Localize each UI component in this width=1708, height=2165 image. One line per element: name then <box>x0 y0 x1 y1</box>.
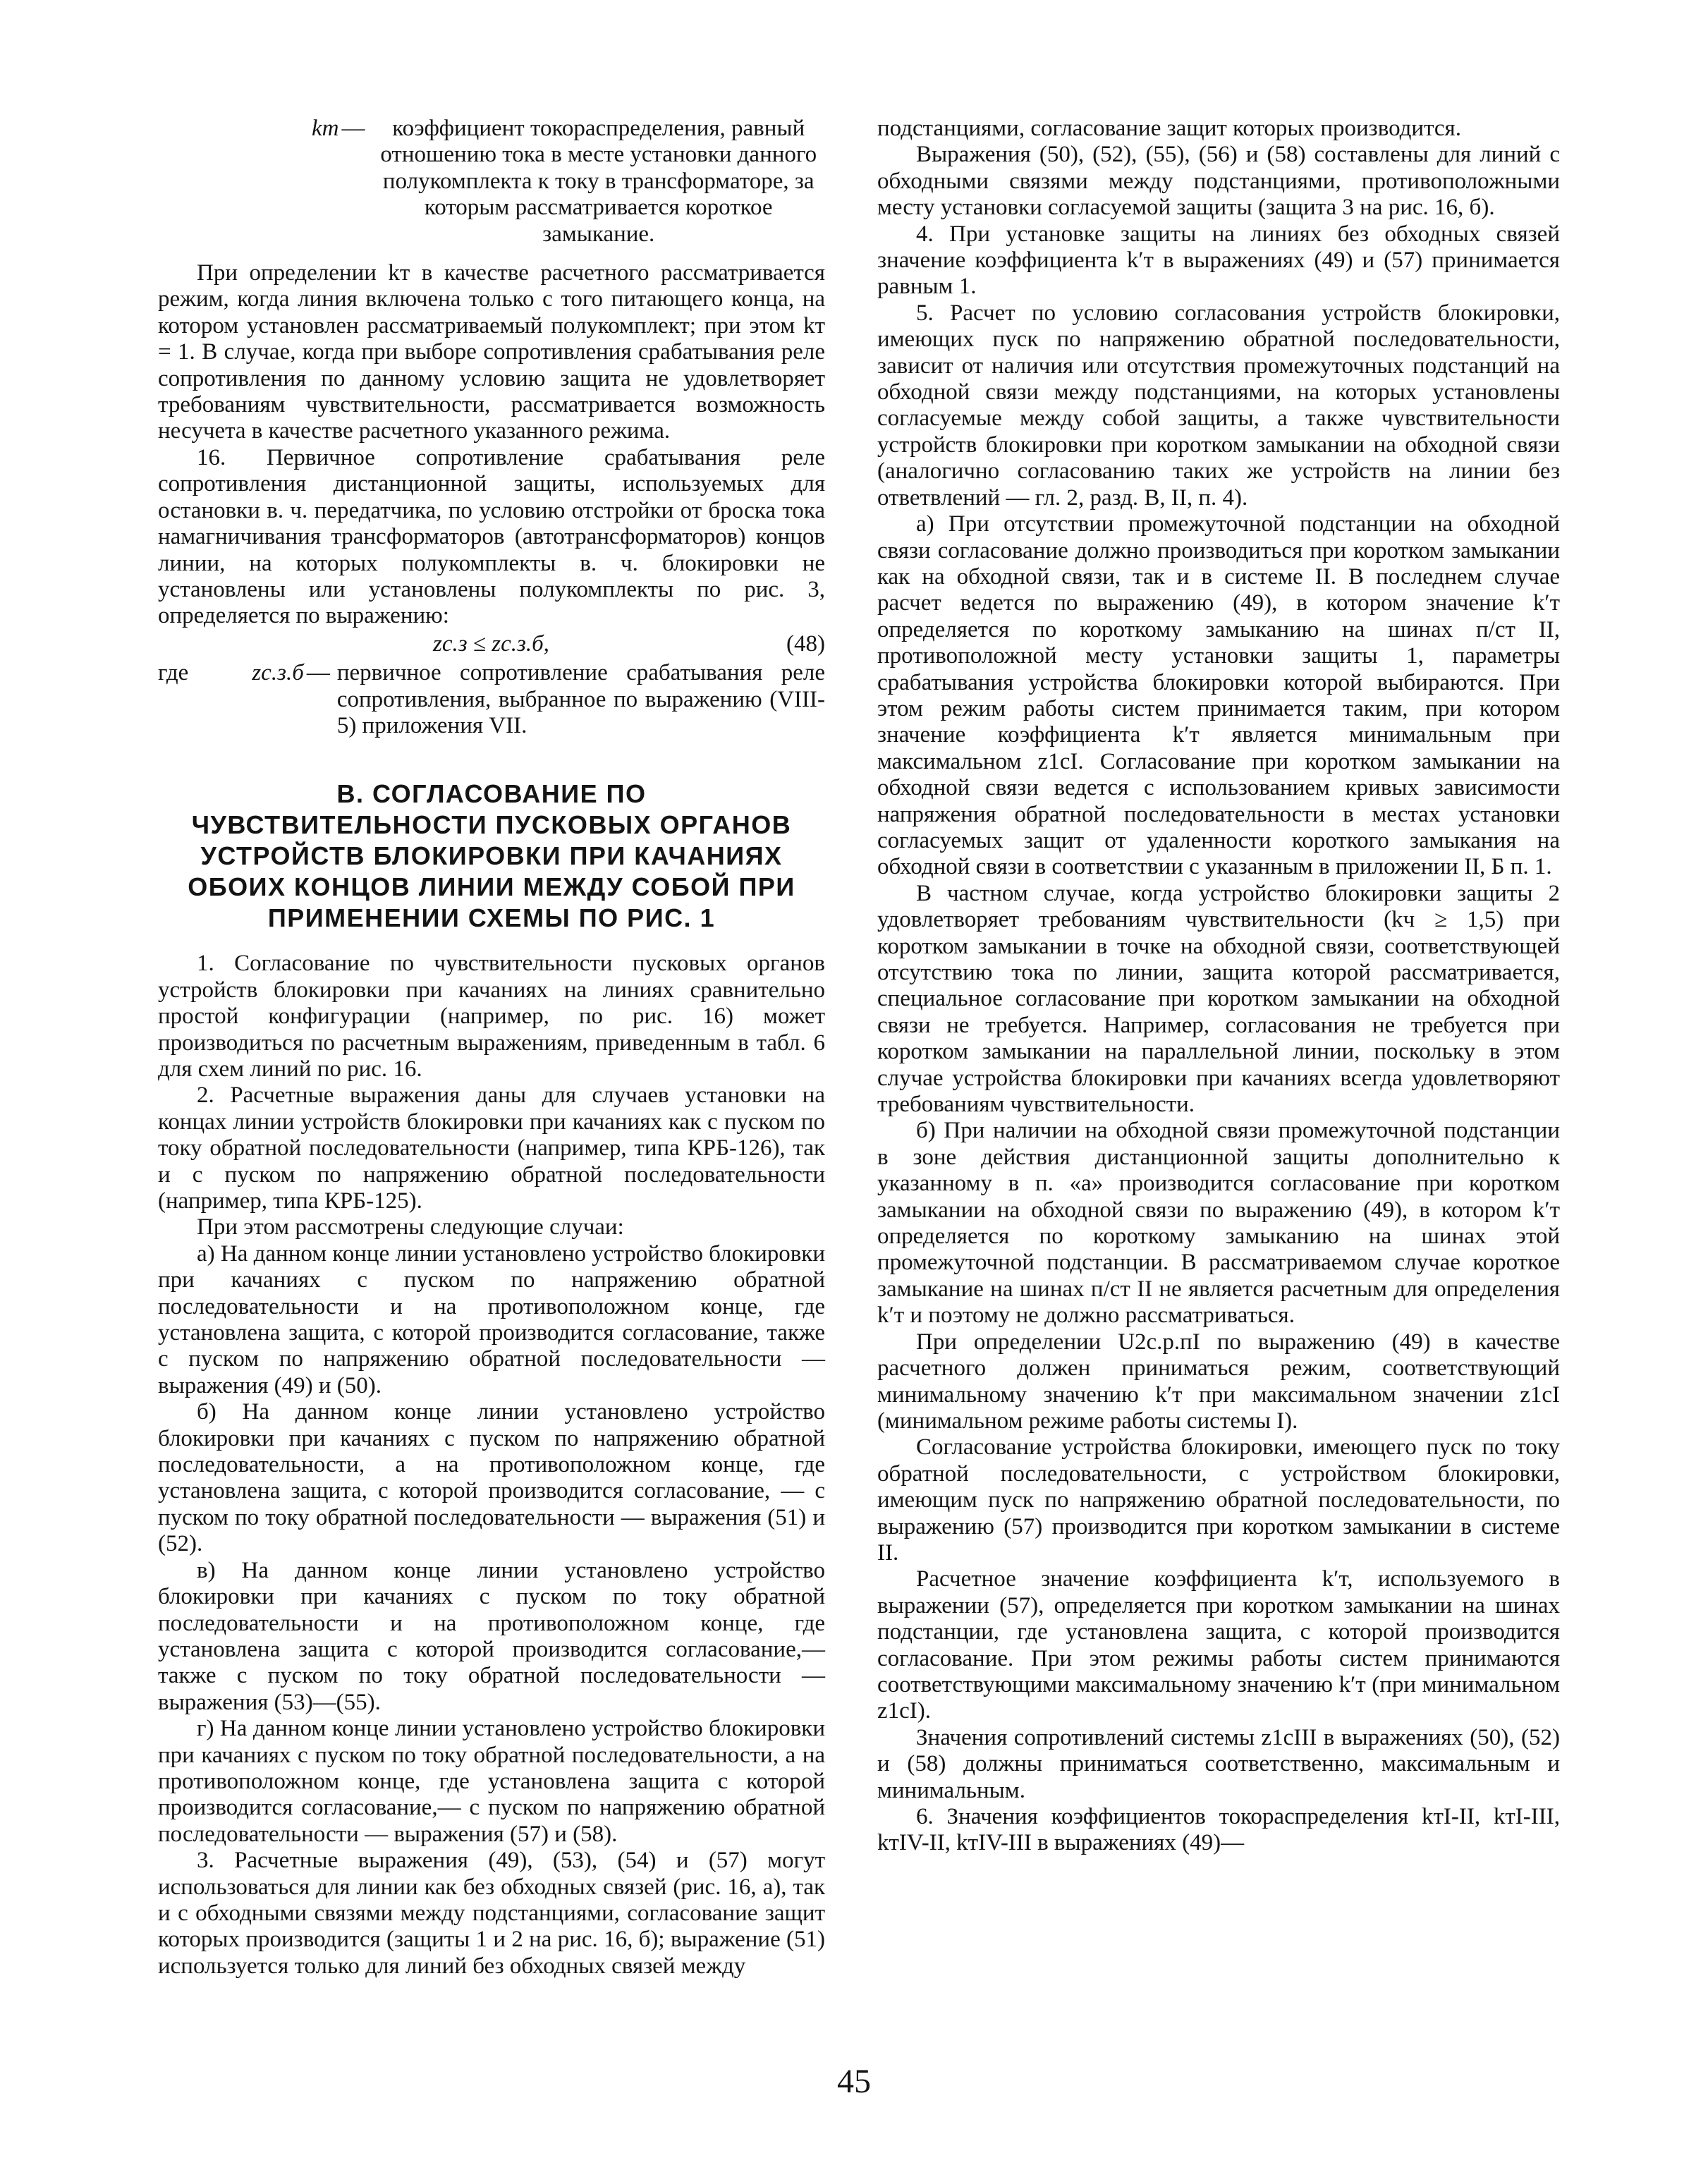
kt-dash: — <box>341 116 365 141</box>
equation-48-number: (48) <box>786 630 825 657</box>
paragraph-case-a: а) На данном конце линии установлено устройство блокировки при качаниях с пуском по напряжению обратной последовательности и на противоположном конце, где установлена защита, с которой производится согласование, также с пуском по напряжению обратной последовательности — выражения (49) и (50). <box>158 1240 825 1398</box>
paragraph-5: 5. Расчет по условию согласования устройств блокировки, имеющих пуск по напряжению обратной последовательности, зависит от наличия или отсутствия промежуточных подстанций на обходной связи между подстанциями, на которых установлены согласуемые между собой защиты, а также чувствительности устройств блокировки при коротком замыкании на обходной связи (аналогично согласованию таких же устройств на линии без ответвлений — гл. 2, разд. В, II, п. 4). <box>877 300 1560 511</box>
paragraph-kt-mode: При определении kт в качестве расчетного рассматривается режим, когда линия включена только с того питающего конца, на котором установлен рассматриваемый полукомплект; при этом kт = 1. В случае, когда при выборе сопротивления срабатывания реле сопротивления по данному условию защита не удовлетворяет требованиям чувствительности, рассматривается возможность несучета в качестве расчетного указанного режима. <box>158 260 825 444</box>
paragraph-case-g: г) На данном конце линии установлено устройство блокировки при качаниях с пуском по току обратной последовательности, а на противоположном конце, где установлена защита с которой производится согласование,— с пуском по напряжению обратной последовательности — выражения (57) и (58). <box>158 1716 825 1847</box>
right-column <box>877 116 1560 1857</box>
where-definition <box>158 660 825 739</box>
paragraph-5b: б) При наличии на обходной связи промежуточной подстанции в зоне действия дистанционной защиты дополнительно к указанному в п. «а» производится согласование при коротком замыкании на обходной связи по выражению (49), в котором k′т определяется по короткому замыканию на шинах этой промежуточной подстанции. В рассматриваемом случае короткое замыкание на шинах п/ст II не является расчетным для определения k′т и поэтому не должно рассматриваться. <box>877 1118 1560 1329</box>
paragraph-u2-definition: При определении U2с.р.пI по выражению (49) в качестве расчетного должен приниматься режим, соответствующий минимальному значению k′т при максимальном значении z1cI (минимальном режиме работы системы I). <box>877 1329 1560 1434</box>
left-column <box>158 116 825 1980</box>
section-heading: В. СОГЛАСОВАНИЕ ПО ЧУВСТВИТЕЛЬНОСТИ ПУСКОВЫХ ОРГАНОВ УСТРОЙСТВ БЛОКИРОВКИ ПРИ КАЧАНИЯХ ОБОИХ КОНЦОВ ЛИНИИ МЕЖДУ СОБОЙ ПРИ ПРИМЕНЕНИИ СХЕМЫ ПО РИС. 1 <box>188 779 795 933</box>
paragraph-1: 1. Согласование по чувствительности пусковых органов устройств блокировки при качаниях на линиях сравнительно простой конфигурации (например, по рис. 16) может производиться по расчетным выражениям, приведенным в табл. 6 для схем линий по рис. 16. <box>158 951 825 1082</box>
page-number: 45 <box>837 2063 871 2100</box>
where-symbol: zс.з.б <box>252 660 304 686</box>
equation-48-formula: zс.з ≤ zс.з.б, <box>433 630 549 657</box>
paragraph-16: 16. Первичное сопротивление срабатывания реле сопротивления дистанционной защиты, используемых для остановки в. ч. передатчика, по условию отстройки от броска тока намагничивания трансформаторов (автотрансформаторов) концов линии, на которых полукомплекты в. ч. блокировки не установлены или установлены полукомплекты по рис. 3, определяется по выражению: <box>158 444 825 629</box>
equation-48 <box>158 631 825 657</box>
paragraph-6: 6. Значения коэффициентов токораспределения kтI-II, kтI-III, kтIV-II, kтIV-III в выражениях (49)— <box>877 1804 1560 1856</box>
paragraph-special-case: В частном случае, когда устройство блокировки защиты 2 удовлетворяет требованиям чувствительности (kч ≥ 1,5) при коротком замыкании в точке на обходной связи, соответствующей отсутствию тока по линии, защита которой рассматривается, специальное согласование при коротком замыкании на обходной связи не требуется. Например, согласования не требуется при коротком замыкании на параллельной линии, поскольку в этом случае устройства блокировки при качаниях всегда удовлетворяют требованиям чувствительности. <box>877 880 1560 1118</box>
paragraph-continuation: подстанциями, согласование защит которых производится. <box>877 116 1461 141</box>
paragraph-4: 4. При установке защиты на линиях без обходных связей значение коэффициента k′т в выражениях (49) и (57) принимается равным 1. <box>877 221 1560 300</box>
paragraph-3: 3. Расчетные выражения (49), (53), (54) и (57) могут использоваться для линии как без обходных связей (рис. 16, а), так и с обходными связями между подстанциями, согласование защит которых производится (защиты 1 и 2 на рис. 16, б); выражение (51) используется только для линий без обходных связей между <box>158 1848 825 1979</box>
paragraph-5a: а) При отсутствии промежуточной подстанции на обходной связи согласование должно производиться при коротком замыкании как на обходной связи, так и в системе II. В последнем случае расчет ведется по выражению (49), в котором значение k′т определяется по короткому замыканию на шинах п/ст II, противоположной месту установки защиты 1, параметры срабатывания устройства блокировки которой выбираются. При этом режим работы систем принимается таким, при котором значение коэффициента k′т является минимальным при максимальном z1cI. Согласование при коротком замыкании на обходной связи ведется с использованием кривых зависимости напряжения обратной последовательности в местах установки согласуемых защит от удаленности короткого замыкания на обходной связи в соответствии с указанным в приложении II, Б п. 1. <box>877 511 1560 880</box>
where-text: первичное сопротивление срабатывания реле сопротивления, выбранное по выражению (VIII-5) приложения VII. <box>336 660 825 738</box>
paragraph-z1c: Значения сопротивлений системы z1cIII в выражениях (50), (52) и (58) должны приниматься соответственно, максимальным и минимальным. <box>877 1724 1560 1803</box>
where-word: где <box>158 660 189 686</box>
kt-definition <box>158 116 825 248</box>
paragraph-expressions: Выражения (50), (52), (55), (56) и (58) составлены для линий с обходными связями между подстанциями, противоположными месту установки согласуемой защиты (защита 3 на рис. 16, б). <box>877 142 1560 221</box>
where-dash: — <box>306 660 330 686</box>
paragraph-calculation: Расчетное значение коэффициента k′т, используемого в выражении (57), определяется при коротком замыкании на шинах подстанции, где установлена защита, с которой производится согласование. При этом режимы работы систем принимаются соответствующими максимальному значению k′т (при минимальном z1cI). <box>877 1566 1560 1724</box>
paragraph-case-v: в) На данном конце линии установлено устройство блокировки при качаниях с пуском по току обратной последовательности и на противоположном конце, где установлена защита с которой производится согласование,— также с пуском по току обратной последовательности — выражения (53)—(55). <box>158 1557 825 1715</box>
paragraph-cases: При этом рассмотрены следующие случаи: <box>197 1214 624 1240</box>
paragraph-coordination: Согласование устройства блокировки, имеющего пуск по току обратной последовательности, с устройством блокировки, имеющим пуск по напряжению обратной последовательности, по выражению (57) производится при коротком замыкании в системе II. <box>877 1434 1560 1566</box>
paragraph-2: 2. Расчетные выражения даны для случаев установки на концах линии устройств блокировки при качаниях как с пуском по току обратной последовательности (например, типа КРБ-126), так и с пуском по напряжению обратной последовательности (например, типа КРБ-125). <box>158 1082 825 1214</box>
paragraph-case-b: б) На данном конце линии установлено устройство блокировки при качаниях с пуском по напряжению обратной последовательности, а на противоположном конце, где установлена защита, с которой производится согласование, — с пуском по току обратной последовательности — выражения (51) и (52). <box>158 1399 825 1557</box>
kt-definition-text: коэффициент токораспределения, равный отношению тока в месте установки данного полукомплекта к току в трансформаторе, за которым рассматривается короткое замыкание. <box>380 116 817 247</box>
kt-symbol: kт <box>312 116 339 141</box>
